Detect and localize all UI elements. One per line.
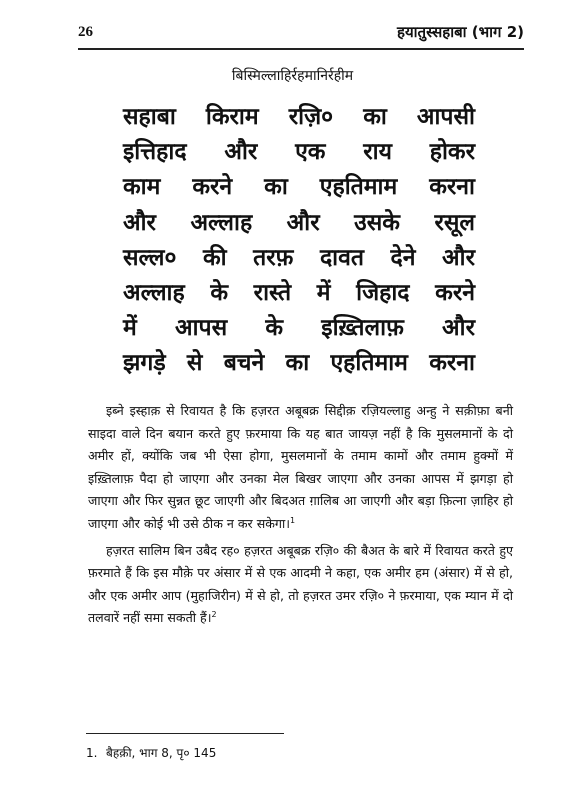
page-header bbox=[78, 22, 524, 50]
running-title: हयातुस्सहाबा (भाग 2) bbox=[397, 23, 524, 41]
chapter-title-line: में आपस के इख़्तिलाफ़ और bbox=[123, 315, 475, 342]
footnote-divider bbox=[86, 733, 284, 734]
chapter-title-line: काम करने का एहतिमाम करना bbox=[123, 174, 475, 201]
footnote-ref: 2 bbox=[211, 610, 217, 620]
footnote-ref: 1 bbox=[290, 515, 296, 525]
footnote bbox=[86, 744, 216, 761]
chapter-title-line: सल्ल० की तरफ़ दावत देने और bbox=[123, 244, 475, 271]
chapter-title-line: अल्लाह के रास्ते में जिहाद करने bbox=[123, 280, 475, 307]
paragraph bbox=[88, 400, 513, 536]
paragraph-text: हज़रत सालिम बिन उबैद रह० हज़रत अबूबक्र रज़ि० की बैअत के बारे में रिवायत करते हुए फ़रमाते हैं कि इस मौक़े पर अंसार में से एक आदमी ने कहा, एक अमीर हम (अंसार) में से हो, और एक अमीर आप (मुहाजिरीन) में से हो, तो हज़रत उमर रज़ि० ने फ़रमाया, एक म्यान में दो तलवारें नहीं समा सकती हैं। bbox=[88, 542, 513, 626]
footnote-number: 1. bbox=[86, 746, 98, 760]
chapter-title-line: और अल्लाह और उसके रसूल bbox=[123, 209, 475, 236]
chapter-title-line: झगड़े से बचने का एहतिमाम करना bbox=[123, 350, 475, 377]
footnote-text: बैहक़ी, भाग 8, पृ० 145 bbox=[106, 746, 217, 760]
paragraph bbox=[88, 540, 513, 630]
chapter-title bbox=[123, 100, 475, 382]
chapter-title-line: सहाबा किराम रज़ि० का आपसी bbox=[123, 104, 475, 130]
body-text bbox=[88, 400, 513, 630]
page-number: 26 bbox=[78, 24, 93, 40]
bismillah: बिस्मिल्लाहिर्रहमानिर्रहीम bbox=[231, 68, 354, 84]
paragraph-text: इब्ने इस्हाक़ से रिवायत है कि हज़रत अबूबक्र सिद्दीक़ रज़ियल्लाहु अन्हु ने सक़ीफ़ा बनी साइदा वाले दिन बयान करते हुए फ़रमाया कि यह बात जायज़ नहीं है कि मुसलमानों के दो अमीर हों, क्योंकि जब भी ऐसा होगा, मुसलमानों के तमाम कामों और तमाम हुक्मों में इख़्तिलाफ़ पैदा हो जाएगा और उनका मेल बिखर जाएगा और उनका आपस में झगड़ा हो जाएगा और फिर सुन्नत छूट जाएगी और बिदअत ग़ालिब आ जाएगी और बड़ा फ़ित्ना ज़ाहिर हो जाएगा और कोई भी उसे ठीक न कर सकेगा। bbox=[88, 403, 513, 531]
chapter-title-line: इत्तिहाद और एक राय होकर bbox=[123, 139, 475, 166]
